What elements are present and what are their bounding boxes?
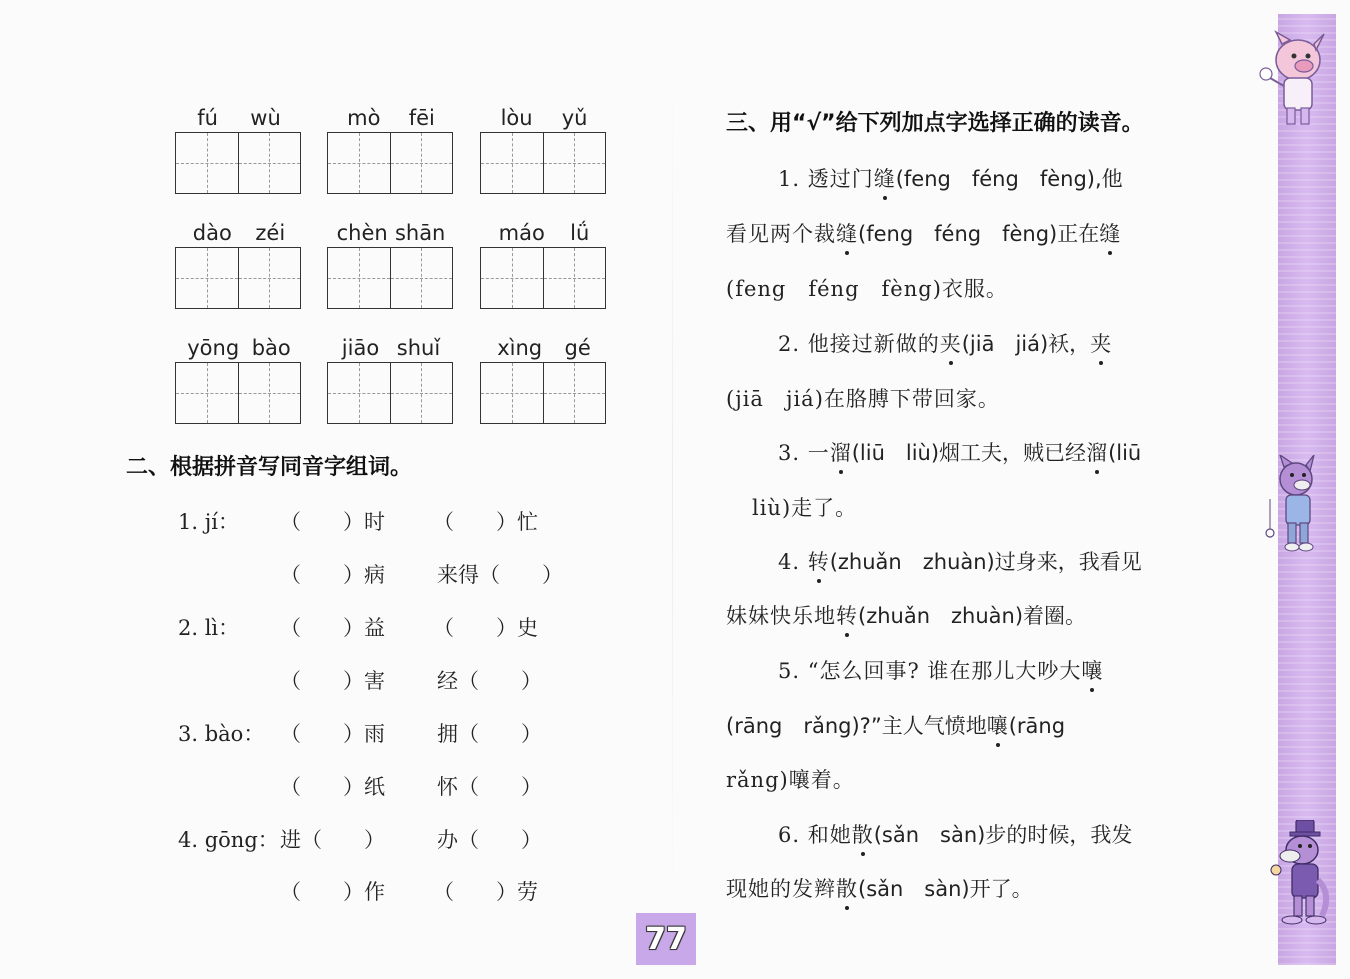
s3-text: 现她的发辫 (726, 877, 836, 901)
grid-cell-9 (480, 330, 608, 424)
pinyin: lòu (500, 106, 533, 130)
s3-options[interactable]: (sǎn sàn)开了。 (858, 877, 1033, 901)
s2-blank[interactable]: （ ）忙 (433, 510, 538, 534)
s3-line (726, 873, 1033, 903)
s3-options[interactable]: (zhuǎn zhuàn)过身来，我看见 (829, 550, 1142, 574)
s3-options[interactable]: liù)走了。 (752, 496, 858, 520)
s3-line (726, 600, 1086, 630)
s3-text: 看见两个裁 (726, 222, 836, 246)
s2-blank[interactable]: 进（ ） (280, 828, 385, 852)
s3-text: 3. 一 (778, 441, 830, 465)
writing-boxes[interactable] (175, 132, 301, 194)
s3-text: 2. 他接过新做的 (778, 332, 940, 356)
pinyin: mò (347, 106, 381, 130)
s3-line (726, 218, 1121, 248)
s3-line (778, 546, 1142, 576)
grid-cell-6 (480, 215, 608, 309)
s3-options[interactable]: (zhuǎn zhuàn)着圈。 (858, 604, 1087, 628)
s2-blank[interactable]: （ ）病 (280, 563, 385, 587)
pinyin-grid (170, 100, 630, 440)
dotted-char: 散 (852, 819, 874, 849)
pinyin: fú (197, 106, 218, 130)
writing-boxes[interactable] (327, 362, 453, 424)
s3-text: 6. 和她 (778, 823, 852, 847)
s2-num-4: 4. gōng： (178, 828, 279, 852)
s3-options[interactable]: (feng féng fèng)正在 (858, 222, 1100, 246)
s3-text: 妹妹快乐地 (726, 604, 836, 628)
dotted-char: 转 (808, 546, 830, 576)
s2-num-3: 3. bào： (178, 722, 265, 746)
s3-options[interactable]: (jiā jiá)袄， (961, 332, 1091, 356)
dotted-char: 嚷 (987, 710, 1009, 740)
pinyin: yǔ (561, 106, 588, 130)
writing-boxes[interactable] (327, 247, 453, 309)
dotted-char: 夹 (1090, 328, 1112, 358)
writing-boxes[interactable] (175, 362, 301, 424)
s2-num-2: 2. lì： (178, 616, 240, 640)
grid-cell-3 (480, 100, 608, 194)
dotted-char: 缝 (874, 163, 896, 193)
dotted-char: 溜 (1086, 437, 1108, 467)
section3-title: 三、用“√”给下列加点字选择正确的读音。 (726, 111, 1144, 136)
s2-blank[interactable]: 怀（ ） (437, 775, 542, 799)
dotted-char: 散 (836, 873, 858, 903)
s3-text: 1. 透过门 (778, 167, 874, 191)
dotted-char: 转 (836, 600, 858, 630)
s3-line (778, 819, 1132, 849)
s3-line (778, 163, 1123, 193)
dotted-char: 夹 (940, 328, 962, 358)
pinyin: bào (251, 336, 291, 360)
pinyin: wù (250, 106, 281, 130)
s3-options[interactable]: (feng féng fèng),他 (895, 167, 1123, 191)
pinyin: dào (192, 221, 232, 245)
grid-cell-8 (327, 330, 455, 424)
pinyin: jiāo (341, 336, 380, 360)
grid-cell-4 (175, 215, 303, 309)
pinyin: lǘ (570, 221, 590, 245)
grid-cell-5 (327, 215, 455, 309)
s3-options[interactable]: (jiā jiá)在胳膊下带回家。 (726, 387, 1000, 411)
grid-cell-1 (175, 100, 303, 194)
s2-blank[interactable]: （ ）史 (433, 616, 538, 640)
pinyin: máo (498, 221, 545, 245)
s2-blank[interactable]: （ ）时 (280, 510, 385, 534)
s3-text: 5. “怎么回事? 谁在那儿大吵大 (778, 659, 1082, 683)
section2-title: 二、根据拼音写同音字组词。 (126, 455, 413, 480)
s3-options[interactable]: (sǎn sàn)步的时候，我发 (873, 823, 1133, 847)
s2-blank[interactable]: 来得（ ） (437, 563, 563, 587)
pinyin: shuǐ (396, 336, 441, 360)
pinyin: zéi (255, 221, 286, 245)
s3-options[interactable]: (rāng (1008, 714, 1066, 738)
s3-text: 4. (778, 550, 808, 574)
writing-boxes[interactable] (480, 132, 606, 194)
s3-options[interactable]: (liū (1108, 441, 1142, 465)
dotted-char: 溜 (830, 437, 852, 467)
pig-mascot-icon (1254, 30, 1334, 130)
s2-blank[interactable]: （ ）劳 (433, 880, 538, 904)
pinyin: xìng (497, 336, 543, 360)
s2-blank[interactable]: （ ）作 (280, 880, 385, 904)
s2-blank[interactable]: （ ）雨 (280, 722, 385, 746)
writing-boxes[interactable] (480, 247, 606, 309)
fox-mascot-icon (1262, 820, 1334, 930)
dotted-char: 缝 (1099, 218, 1121, 248)
s3-options[interactable]: (rāng rǎng)?”主人气愤地 (726, 714, 987, 738)
s3-line (778, 328, 1112, 358)
pinyin: fēi (408, 106, 435, 130)
s3-line (726, 710, 1065, 740)
s2-blank[interactable]: （ ）纸 (280, 775, 385, 799)
s3-options[interactable]: rǎng)嚷着。 (726, 768, 855, 792)
writing-boxes[interactable] (480, 362, 606, 424)
pinyin: yōng (187, 336, 240, 360)
pinyin: shān (394, 221, 446, 245)
dotted-char: 嚷 (1081, 655, 1103, 685)
s2-blank[interactable]: （ ）益 (280, 616, 385, 640)
s3-line (778, 655, 1103, 685)
page-gutter (672, 60, 673, 920)
s2-blank[interactable]: 拥（ ） (437, 722, 542, 746)
s2-blank[interactable]: 经（ ） (437, 669, 542, 693)
s2-num-1: 1. jí： (178, 510, 239, 534)
s2-blank[interactable]: 办（ ） (437, 828, 542, 852)
grid-cell-7 (175, 330, 303, 424)
s3-line (778, 437, 1141, 467)
writing-boxes[interactable] (327, 132, 453, 194)
s2-blank[interactable]: （ ）害 (280, 669, 385, 693)
s3-options[interactable]: (liū liù)烟工夫，贼已经 (851, 441, 1087, 465)
dotted-char: 缝 (836, 218, 858, 248)
writing-boxes[interactable] (175, 247, 301, 309)
wolf-mascot-icon (1260, 455, 1324, 555)
s3-options[interactable]: (feng féng fèng)衣服。 (726, 277, 1008, 301)
page-number: 77 (636, 913, 696, 965)
pinyin: chèn (336, 221, 388, 245)
grid-cell-2 (327, 100, 455, 194)
pinyin: gé (564, 336, 591, 360)
